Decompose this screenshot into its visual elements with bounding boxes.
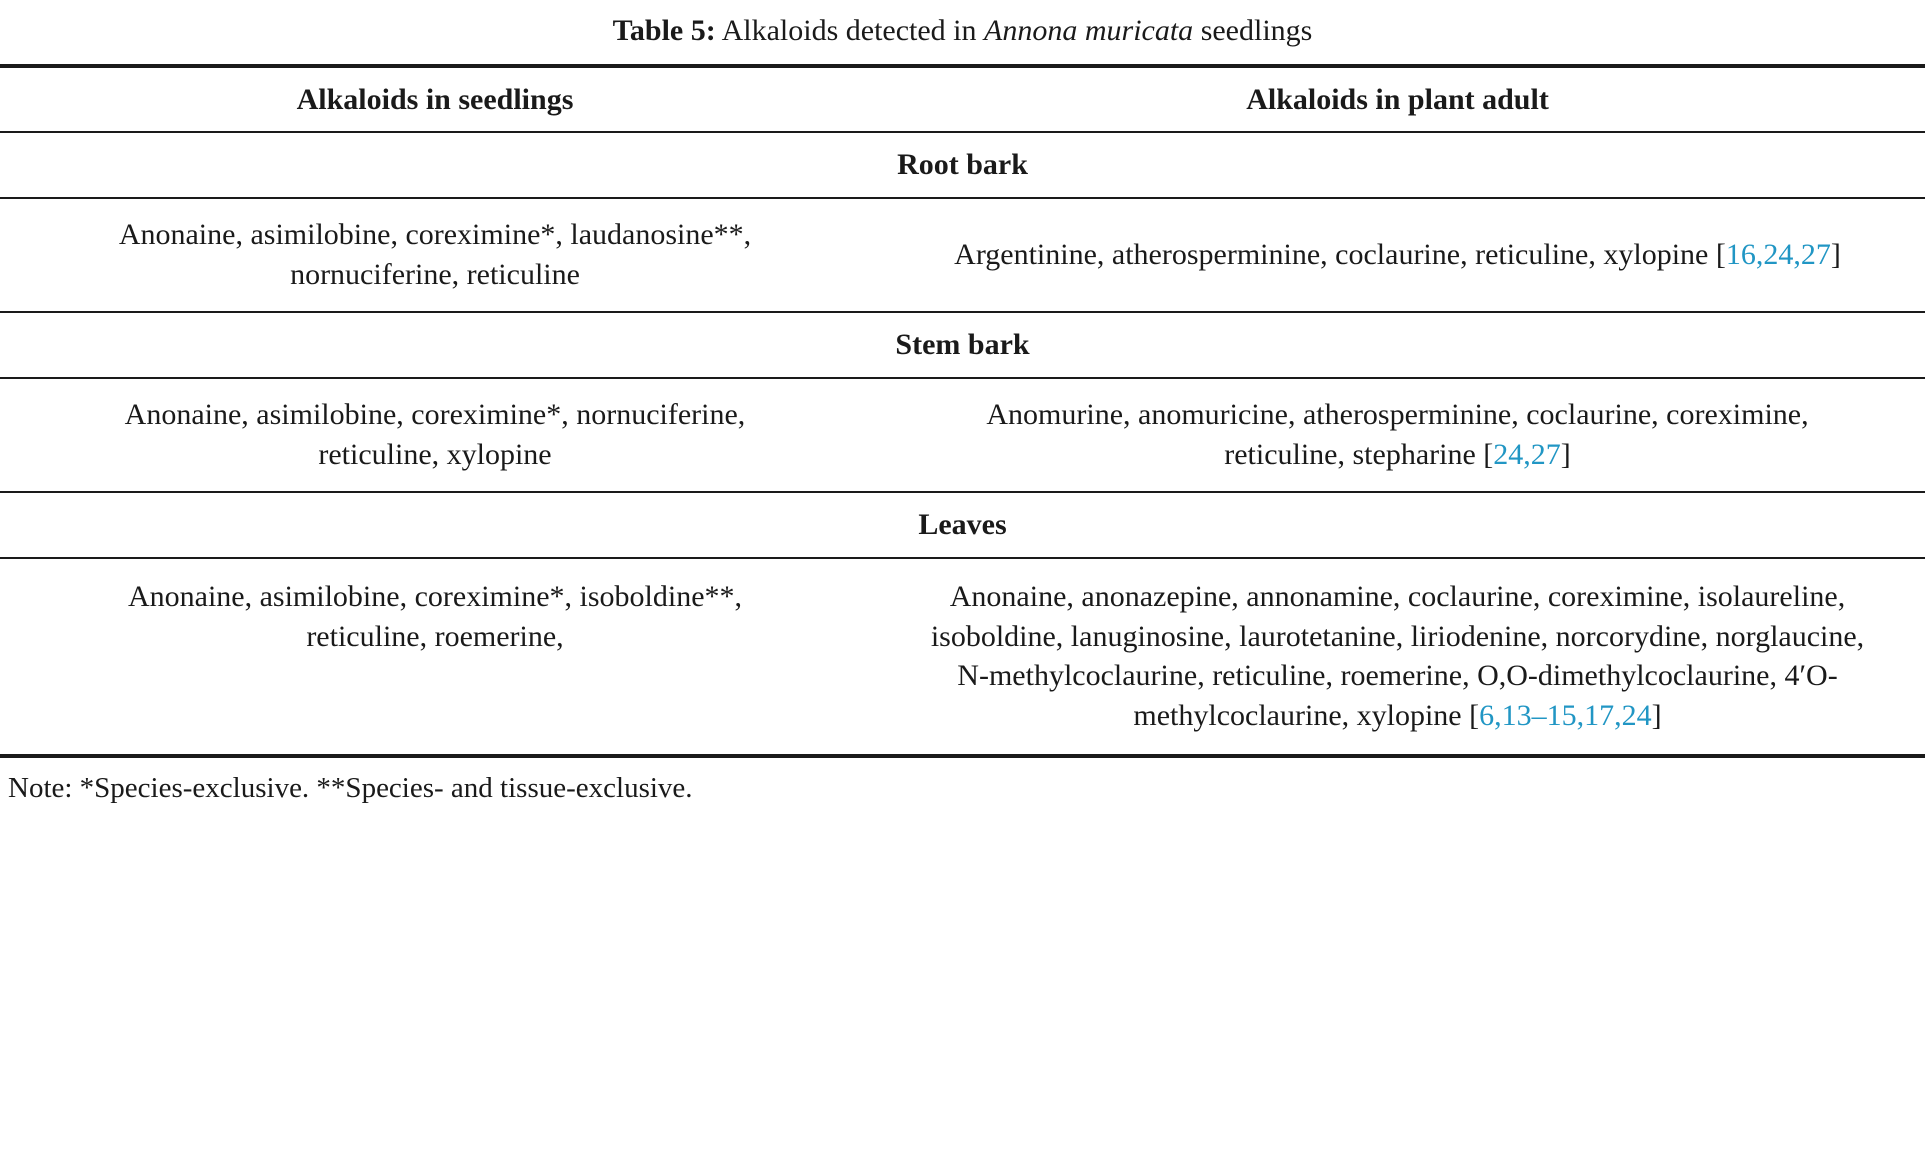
column-header-seedlings: Alkaloids in seedlings	[0, 66, 870, 133]
table-row	[0, 378, 1925, 492]
reference-links[interactable]: 16,24,27	[1725, 238, 1831, 272]
cell-text: Anonaine, asimilobine, coreximine*, nornuciferine, reticuline, xylopine	[124, 397, 746, 471]
section-row-root-bark	[0, 132, 1925, 198]
reference-links[interactable]: 24,27	[1493, 437, 1561, 471]
section-row-stem-bark	[0, 312, 1925, 378]
cell-main-text: Argentinine, atherosperminine, coclaurine, reticuline, xylopine [	[954, 238, 1726, 272]
cell-seedlings-leaves	[0, 558, 870, 757]
caption-text-after: seedlings	[1193, 14, 1313, 47]
cell-text: Anonaine, asimilobine, coreximine*, isoboldine**, reticuline, roemerine,	[127, 579, 743, 653]
cell-tail-text: ]	[1651, 699, 1662, 733]
reference-links[interactable]: 6,13–15,17,24	[1479, 699, 1652, 733]
cell-adult-leaves	[870, 558, 1925, 757]
caption-text-before: Alkaloids detected in	[715, 14, 985, 47]
table-header-row	[0, 66, 1925, 133]
caption-species-name: Annona muricata	[984, 14, 1194, 47]
caption-label: Table 5:	[612, 14, 716, 47]
cell-seedlings-root-bark	[0, 198, 870, 312]
cell-main-text: Anomurine, anomuricine, atherosperminine, coclaurine, coreximine, reticuline, stepharine [	[986, 397, 1809, 471]
table-caption	[0, 8, 1925, 64]
table-row	[0, 198, 1925, 312]
cell-tail-text: ]	[1830, 238, 1841, 272]
section-title-root-bark: Root bark	[0, 132, 1925, 198]
section-title-stem-bark: Stem bark	[0, 312, 1925, 378]
section-title-leaves: Leaves	[0, 492, 1925, 558]
cell-text	[888, 391, 1907, 479]
cell-tail-text: ]	[1560, 437, 1571, 471]
cell-adult-root-bark	[870, 198, 1925, 312]
table-row	[0, 558, 1925, 757]
column-header-adult: Alkaloids in plant adult	[870, 66, 1925, 133]
section-row-leaves	[0, 492, 1925, 558]
cell-main-text: Anonaine, anonazepine, annonamine, coclaurine, coreximine, isolaureline, isoboldine, lanuginosine, laurotetanine, liriodenine, norcorydine, norglaucine, N-methylcoclaurine, reticuline, roemerine, O,O-dimethylcoclaurine, 4′O-methylcoclaurine, xylopine [	[930, 579, 1865, 733]
alkaloids-table	[0, 64, 1925, 759]
cell-text	[888, 571, 1907, 743]
cell-text	[888, 231, 1907, 279]
cell-adult-stem-bark	[870, 378, 1925, 492]
cell-text: Anonaine, asimilobine, coreximine*, laudanosine**, nornuciferine, reticuline	[118, 218, 752, 292]
cell-seedlings-stem-bark	[0, 378, 870, 492]
table-note: Note: *Species-exclusive. **Species- and tissue-exclusive.	[8, 772, 693, 805]
